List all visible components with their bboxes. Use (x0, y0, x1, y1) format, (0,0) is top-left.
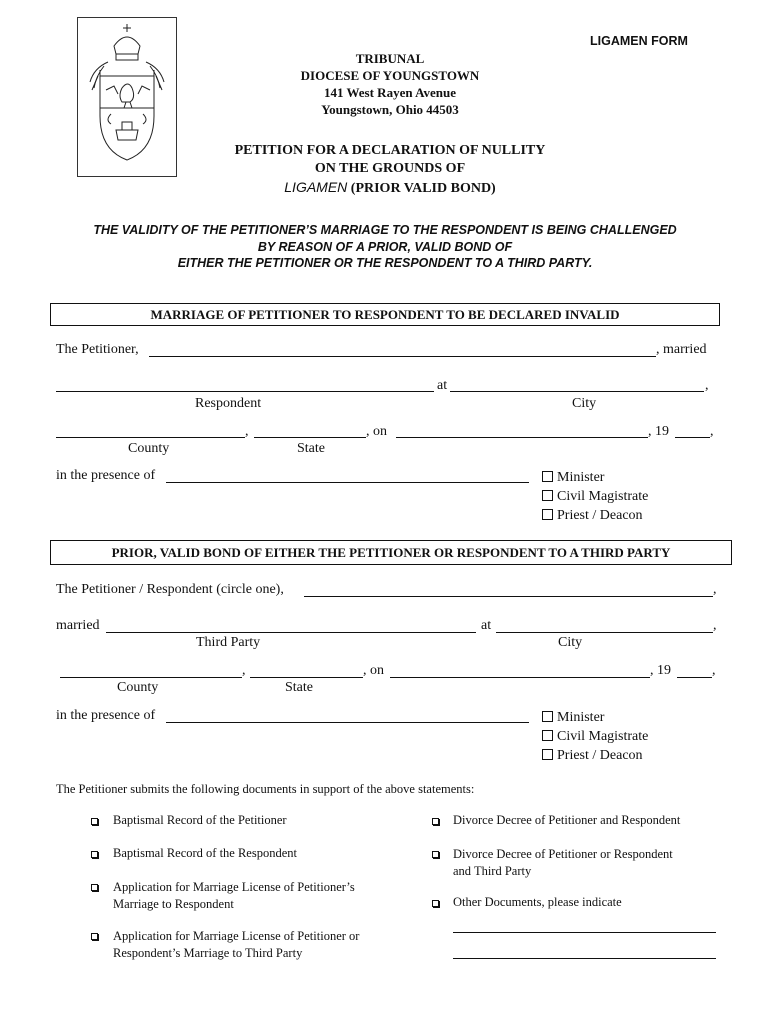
checkbox-icon[interactable] (542, 509, 553, 520)
year-prefix-2: , 19 (650, 663, 671, 678)
tribunal-header (240, 50, 540, 118)
option-priest-deacon-2[interactable] (542, 746, 648, 765)
title-ligamen: LIGAMEN (284, 179, 348, 195)
county-caption-2: County (117, 680, 159, 695)
option-priest-deacon-1[interactable] (542, 506, 648, 525)
checkbox-icon[interactable] (542, 711, 553, 722)
other-documents-field-1[interactable] (453, 932, 716, 933)
at-label-1: at (437, 378, 448, 393)
notice-line-1: THE VALIDITY OF THE PETITIONER’S MARRIAGE TO THE RESPONDENT IS BEING CHALLENGED (93, 223, 677, 237)
checkbox-icon[interactable] (432, 851, 439, 858)
org-name: TRIBUNAL (355, 51, 425, 66)
officiant-field-1[interactable] (166, 482, 529, 483)
address-line-2: Youngstown, Ohio 44503 (321, 102, 459, 117)
marriage-date-field[interactable] (396, 437, 648, 438)
checkbox-icon[interactable] (542, 471, 553, 482)
on-label-1: , on (366, 424, 387, 439)
option-label: Civil Magistrate (557, 729, 649, 744)
other-documents-field-2[interactable] (453, 958, 716, 959)
doc-line: Marriage to Respondent (113, 896, 234, 911)
option-label: Minister (557, 470, 605, 485)
option-label: Priest / Deacon (557, 748, 643, 763)
party-name-field[interactable] (304, 596, 713, 597)
presence-label-1: in the presence of (56, 468, 156, 483)
address-line-1: 141 West Rayen Avenue (323, 85, 457, 100)
comma-7: , (712, 663, 716, 678)
city-caption-2: City (558, 635, 583, 650)
doc-baptismal-respondent: Baptismal Record of the Respondent (113, 846, 297, 860)
option-label: Minister (557, 710, 605, 725)
respondent-caption: Respondent (195, 396, 262, 411)
option-minister-1[interactable] (542, 468, 648, 487)
notice-line-2: BY REASON OF A PRIOR, VALID BOND OF (257, 239, 513, 254)
challenge-notice (40, 222, 730, 272)
section2-heading: PRIOR, VALID BOND OF EITHER THE PETITIONER OR RESPONDENT TO A THIRD PARTY (50, 540, 732, 565)
title-prior-bond: (PRIOR VALID BOND) (347, 181, 496, 196)
comma-5: , (713, 618, 717, 633)
doc-line: Application for Marriage License of Petitioner’s (113, 880, 355, 894)
petitioner-label: The Petitioner, (56, 342, 139, 357)
officiant-field-2[interactable] (166, 722, 529, 723)
doc-divorce-decree-third-party (453, 846, 673, 879)
checkbox-icon[interactable] (542, 749, 553, 760)
documents-intro: The Petitioner submits the following documents in support of the above statements: (56, 782, 475, 796)
comma-6: , (242, 663, 246, 678)
prior-county-field[interactable] (60, 677, 242, 678)
petitioner-name-field[interactable] (149, 356, 656, 357)
checkbox-icon[interactable] (91, 933, 98, 940)
checkbox-icon[interactable] (542, 730, 553, 741)
option-label: Civil Magistrate (557, 489, 649, 504)
doc-line: and Third Party (453, 863, 532, 878)
checkbox-icon[interactable] (91, 818, 98, 825)
married-label: , married (656, 342, 707, 357)
title-line-1: PETITION FOR A DECLARATION OF NULLITY (234, 143, 546, 158)
option-civil-magistrate-2[interactable] (542, 727, 648, 746)
comma-1: , (705, 378, 709, 393)
prior-year-field[interactable] (677, 677, 712, 678)
doc-application-third-party (113, 928, 359, 961)
marriage-city-field[interactable] (450, 391, 704, 392)
respondent-name-field[interactable] (56, 391, 434, 392)
comma-4: , (713, 582, 717, 597)
section1-heading: MARRIAGE OF PETITIONER TO RESPONDENT TO BE DECLARED INVALID (50, 303, 720, 326)
county-caption: County (128, 441, 170, 456)
checkbox-icon[interactable] (432, 900, 439, 907)
checkbox-icon[interactable] (91, 851, 98, 858)
option-minister-2[interactable] (542, 708, 648, 727)
prior-state-field[interactable] (250, 677, 363, 678)
city-caption: City (572, 396, 597, 411)
year-prefix-1: , 19 (648, 424, 669, 439)
marriage-county-field[interactable] (56, 437, 245, 438)
doc-line: Respondent’s Marriage to Third Party (113, 945, 303, 960)
doc-divorce-decree-pr: Divorce Decree of Petitioner and Respondent (453, 813, 681, 827)
third-party-name-field[interactable] (106, 632, 476, 633)
party-label: The Petitioner / Respondent (circle one), (56, 582, 284, 597)
checkbox-icon[interactable] (432, 818, 439, 825)
state-caption: State (297, 441, 325, 456)
title-line-2: ON THE GROUNDS OF (314, 161, 466, 176)
option-label: Priest / Deacon (557, 508, 643, 523)
comma-2: , (245, 424, 249, 439)
married-label-2: married (56, 618, 100, 633)
officiant-options-1 (542, 468, 648, 525)
state-caption-2: State (285, 680, 313, 695)
notice-line-3: EITHER THE PETITIONER OR THE RESPONDENT TO A THIRD PARTY. (177, 256, 593, 270)
prior-date-field[interactable] (390, 677, 650, 678)
checkbox-icon[interactable] (91, 884, 98, 891)
comma-3: , (710, 424, 714, 439)
third-party-caption: Third Party (196, 635, 261, 650)
form-id-label: LIGAMEN FORM (590, 34, 688, 48)
on-label-2: , on (363, 663, 384, 678)
title-line-3 (160, 178, 620, 198)
doc-line: Application for Marriage License of Petitioner or (113, 929, 360, 943)
officiant-options-2 (542, 708, 648, 765)
option-civil-magistrate-1[interactable] (542, 487, 648, 506)
doc-other: Other Documents, please indicate (453, 895, 622, 909)
marriage-year-field[interactable] (675, 437, 710, 438)
doc-baptismal-petitioner: Baptismal Record of the Petitioner (113, 813, 287, 827)
diocese-name: DIOCESE OF YOUNGSTOWN (300, 68, 480, 83)
prior-city-field[interactable] (496, 632, 713, 633)
at-label-2: at (481, 618, 492, 633)
doc-application-petitioner (113, 879, 355, 912)
presence-label-2: in the presence of (56, 708, 156, 723)
marriage-state-field[interactable] (254, 437, 366, 438)
doc-line: Divorce Decree of Petitioner or Respondent (453, 847, 673, 861)
page-title (160, 142, 620, 198)
checkbox-icon[interactable] (542, 490, 553, 501)
